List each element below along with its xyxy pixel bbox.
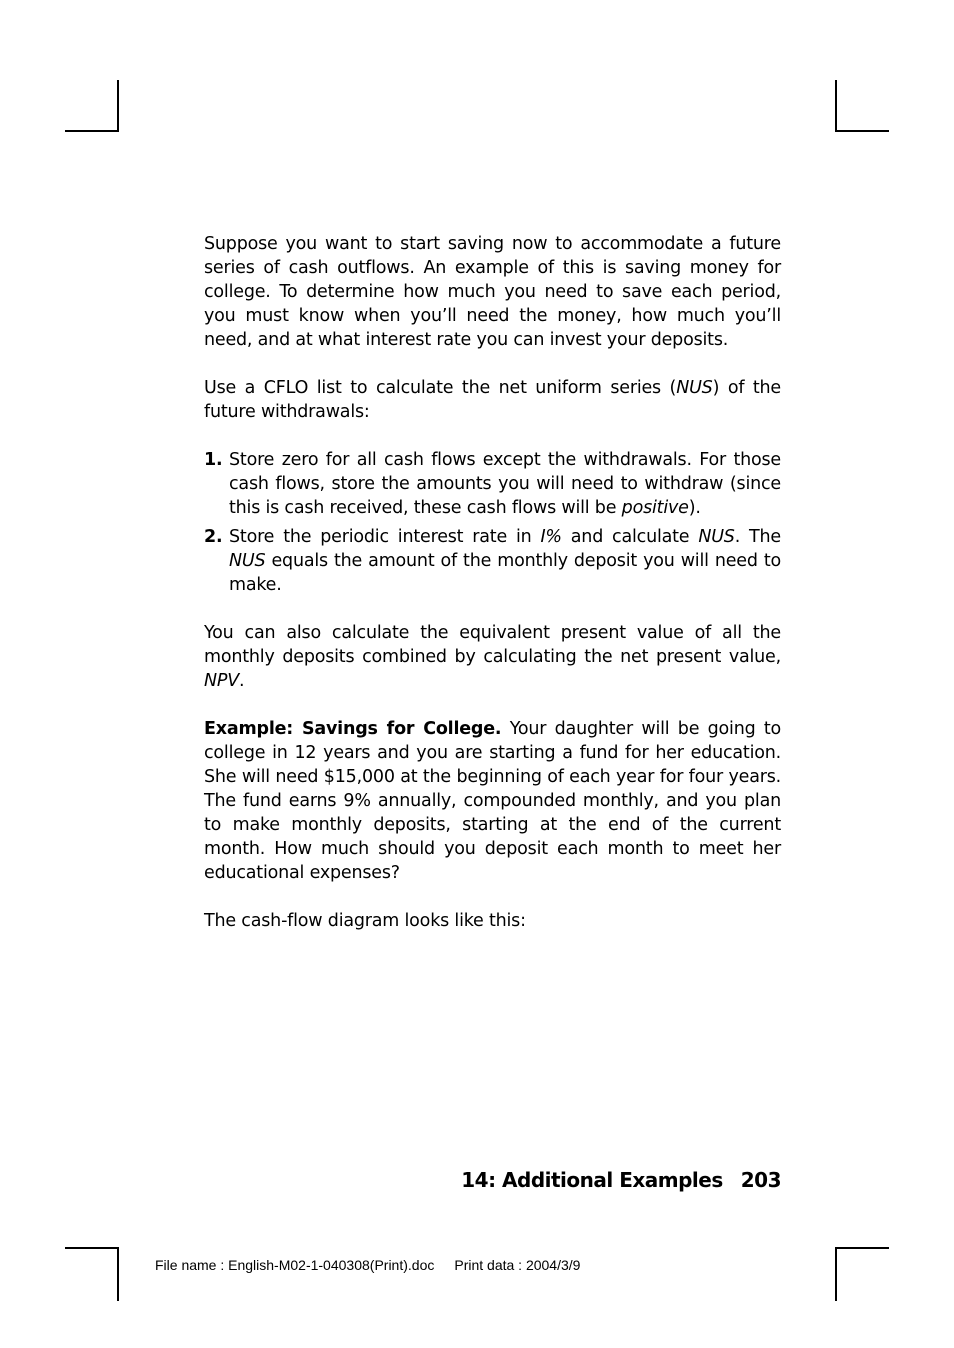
crop-mark-bottom-right-vertical bbox=[835, 1247, 837, 1301]
cflo-paragraph bbox=[204, 376, 781, 424]
cflo-tail-text: ) of the future withdrawals: bbox=[204, 378, 781, 422]
crop-mark-top-left-horizontal bbox=[65, 130, 119, 132]
file-name-label: File name : English-M02-1-040308(Print).doc bbox=[155, 1257, 435, 1273]
steps-list bbox=[204, 448, 781, 597]
intro-paragraph bbox=[204, 232, 781, 352]
npv-lead-text: You can also calculate the equivalent present value of all the monthly deposits combined by calculating the net present value, bbox=[204, 623, 781, 667]
crop-mark-top-left-vertical bbox=[117, 80, 119, 132]
example-paragraph bbox=[204, 717, 781, 885]
step-text: . The bbox=[734, 527, 781, 547]
crop-mark-top-right-vertical bbox=[835, 80, 837, 132]
step-italic-term: positive bbox=[621, 498, 689, 518]
npv-term: NPV bbox=[204, 671, 240, 691]
step-text: ). bbox=[688, 498, 701, 518]
intro-text: Suppose you want to start saving now to accommodate a future series of cash outflows. An example of this is saving money for college. To determine how much you need to save each period, you must know when you’ll need the money, how much you’ll need, and at what interest rate you can invest your deposits. bbox=[204, 234, 781, 350]
print-info bbox=[155, 1257, 580, 1273]
crop-mark-bottom-left-horizontal bbox=[65, 1247, 119, 1249]
step-text: and calculate bbox=[561, 527, 699, 547]
step-item-1 bbox=[204, 448, 781, 520]
diagram-intro-text: The cash-flow diagram looks like this: bbox=[204, 911, 526, 931]
print-data-label: Print data : 2004/3/9 bbox=[454, 1257, 581, 1273]
nus-term: NUS bbox=[676, 378, 713, 398]
step-italic-term: NUS bbox=[229, 551, 266, 571]
step-text: equals the amount of the monthly deposit you will need to make. bbox=[229, 551, 781, 595]
page-number: 203 bbox=[740, 1168, 781, 1192]
crop-mark-bottom-left-vertical bbox=[117, 1247, 119, 1301]
npv-paragraph bbox=[204, 621, 781, 693]
step-number: 2. bbox=[204, 527, 223, 547]
step-item-2 bbox=[204, 525, 781, 597]
cflo-lead-text: Use a CFLO list to calculate the net uniform series ( bbox=[204, 378, 677, 398]
step-number: 1. bbox=[204, 450, 223, 470]
crop-mark-top-right-horizontal bbox=[835, 130, 889, 132]
running-footer bbox=[461, 1168, 781, 1192]
step-text: Store the periodic interest rate in bbox=[229, 527, 541, 547]
step-italic-term: I% bbox=[540, 527, 562, 547]
example-text: Your daughter will be going to college in 12 years and you are starting a fund for her education. She will need $15,000 at the beginning of each year for four years. The fund earns 9% annually, compounded monthly, and you plan to make monthly deposits, starting at the end of the current month. How much should you deposit each month to meet her educational expenses? bbox=[204, 719, 782, 883]
crop-mark-bottom-right-horizontal bbox=[835, 1247, 889, 1249]
page-body bbox=[204, 232, 781, 957]
chapter-title: 14: Additional Examples bbox=[461, 1168, 723, 1192]
diagram-intro-paragraph bbox=[204, 909, 781, 933]
step-italic-term: NUS bbox=[698, 527, 735, 547]
npv-tail-text: . bbox=[239, 671, 245, 691]
example-title: Example: Savings for College. bbox=[204, 719, 502, 739]
step-text: Store zero for all cash flows except the withdrawals. For those cash flows, store the amounts you will need to withdraw (since this is cash received, these cash flows will be bbox=[229, 450, 781, 518]
